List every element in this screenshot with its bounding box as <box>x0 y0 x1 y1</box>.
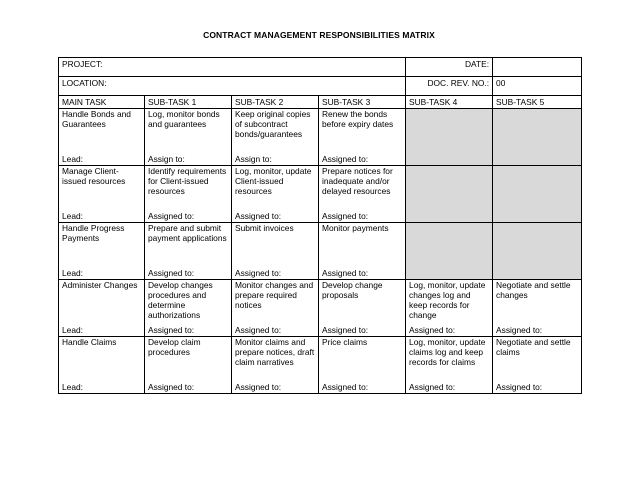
lead-label: Lead: <box>62 382 83 392</box>
sub-task-cell <box>145 280 232 337</box>
project-row <box>59 58 582 77</box>
assignee-label: Assigned to: <box>148 268 195 278</box>
empty-cell <box>406 109 493 166</box>
assignee-label: Assigned to: <box>322 382 369 392</box>
assignee-label: Assigned to: <box>235 268 282 278</box>
sub-task-cell <box>319 337 406 394</box>
sub-task-description: Prepare and submit payment applications <box>148 223 227 243</box>
main-task-label: Handle Claims <box>62 337 117 347</box>
sub-task-cell <box>145 166 232 223</box>
main-task-cell <box>59 166 145 223</box>
main-task-cell <box>59 337 145 394</box>
table-row <box>59 337 582 394</box>
main-task-label: Handle Bonds and Guarantees <box>62 109 131 129</box>
sub-task-cell <box>319 223 406 280</box>
column-header: SUB-TASK 2 <box>232 96 319 109</box>
sub-task-cell <box>406 280 493 337</box>
column-header: MAIN TASK <box>59 96 145 109</box>
assignee-label: Assigned to: <box>322 211 369 221</box>
column-header-row <box>59 96 582 109</box>
sub-task-description: Renew the bonds before expiry dates <box>322 109 394 129</box>
column-header: SUB-TASK 1 <box>145 96 232 109</box>
assignee-label: Assigned to: <box>496 325 543 335</box>
lead-label: Lead: <box>62 154 83 164</box>
sub-task-description: Develop changes procedures and determine authorizations <box>148 280 213 320</box>
assignee-label: Assigned to: <box>235 382 282 392</box>
main-task-label: Administer Changes <box>62 280 138 290</box>
sub-task-cell <box>493 337 582 394</box>
sub-task-cell <box>232 280 319 337</box>
sub-task-cell <box>232 166 319 223</box>
empty-cell <box>493 166 582 223</box>
date-label: DATE: <box>406 58 493 77</box>
sub-task-description: Prepare notices for inadequate and/or delayed resources <box>322 166 393 196</box>
sub-task-description: Develop claim procedures <box>148 337 201 357</box>
lead-label: Lead: <box>62 268 83 278</box>
assignee-label: Assigned to: <box>235 211 282 221</box>
assignee-label: Assigned to: <box>409 325 456 335</box>
sub-task-description: Monitor changes and prepare required notices <box>235 280 314 310</box>
sub-task-description: Identify requirements for Client-issued resources <box>148 166 227 196</box>
main-task-label: Handle Progress Payments <box>62 223 125 243</box>
assignee-label: Assigned to: <box>322 325 369 335</box>
sub-task-description: Monitor payments <box>322 223 389 233</box>
responsibilities-matrix <box>58 57 582 394</box>
empty-cell <box>493 223 582 280</box>
sub-task-description: Price claims <box>322 337 368 347</box>
assignee-label: Assigned to: <box>148 211 195 221</box>
sub-task-description: Keep original copies of subcontract bonds/guarantees <box>235 109 311 139</box>
doc-rev-label: DOC. REV. NO.: <box>406 77 493 96</box>
table-row <box>59 109 582 166</box>
location-label: LOCATION: <box>59 77 406 96</box>
assignee-label: Assigned to: <box>148 325 195 335</box>
document-title: CONTRACT MANAGEMENT RESPONSIBILITIES MATRIX <box>203 30 435 40</box>
assignee-label: Assigned to: <box>322 268 369 278</box>
sub-task-description: Negotiate and settle claims <box>496 337 571 357</box>
sub-task-cell <box>145 337 232 394</box>
location-row <box>59 77 582 96</box>
sub-task-description: Log, monitor, update claims log and keep records for claims <box>409 337 486 367</box>
column-header: SUB-TASK 4 <box>406 96 493 109</box>
sub-task-cell <box>232 223 319 280</box>
column-header: SUB-TASK 3 <box>319 96 406 109</box>
lead-label: Lead: <box>62 211 83 221</box>
sub-task-cell <box>319 280 406 337</box>
table-row <box>59 166 582 223</box>
assignee-label: Assigned to: <box>409 382 456 392</box>
table-row <box>59 223 582 280</box>
table-row <box>59 280 582 337</box>
sub-task-cell <box>145 223 232 280</box>
sub-task-cell <box>319 166 406 223</box>
empty-cell <box>406 223 493 280</box>
main-task-cell <box>59 280 145 337</box>
assignee-label: Assigned to: <box>235 325 282 335</box>
main-task-cell <box>59 109 145 166</box>
empty-cell <box>406 166 493 223</box>
date-value[interactable] <box>493 58 582 77</box>
assignee-label: Assigned to: <box>322 154 369 164</box>
sub-task-cell <box>319 109 406 166</box>
sub-task-cell <box>232 109 319 166</box>
sub-task-cell <box>232 337 319 394</box>
assignee-label: Assign to: <box>235 154 272 164</box>
main-task-label: Manage Client-issued resources <box>62 166 126 186</box>
lead-label: Lead: <box>62 325 83 335</box>
sub-task-description: Log, monitor bonds and guarantees <box>148 109 220 129</box>
assignee-label: Assigned to: <box>496 382 543 392</box>
main-task-cell <box>59 223 145 280</box>
sub-task-cell <box>145 109 232 166</box>
sub-task-cell <box>406 337 493 394</box>
sub-task-cell <box>493 280 582 337</box>
sub-task-description: Negotiate and settle changes <box>496 280 571 300</box>
sub-task-description: Log, monitor, update changes log and keep records for change <box>409 280 486 320</box>
sub-task-description: Log, monitor, update Client-issued resources <box>235 166 312 196</box>
sub-task-description: Develop change proposals <box>322 280 383 300</box>
sub-task-description: Submit invoices <box>235 223 294 233</box>
assignee-label: Assign to: <box>148 154 185 164</box>
empty-cell <box>493 109 582 166</box>
assignee-label: Assigned to: <box>148 382 195 392</box>
project-label: PROJECT: <box>59 58 406 77</box>
column-header: SUB-TASK 5 <box>493 96 582 109</box>
doc-rev-value[interactable]: 00 <box>493 77 582 96</box>
sub-task-description: Monitor claims and prepare notices, draft claim narratives <box>235 337 315 367</box>
